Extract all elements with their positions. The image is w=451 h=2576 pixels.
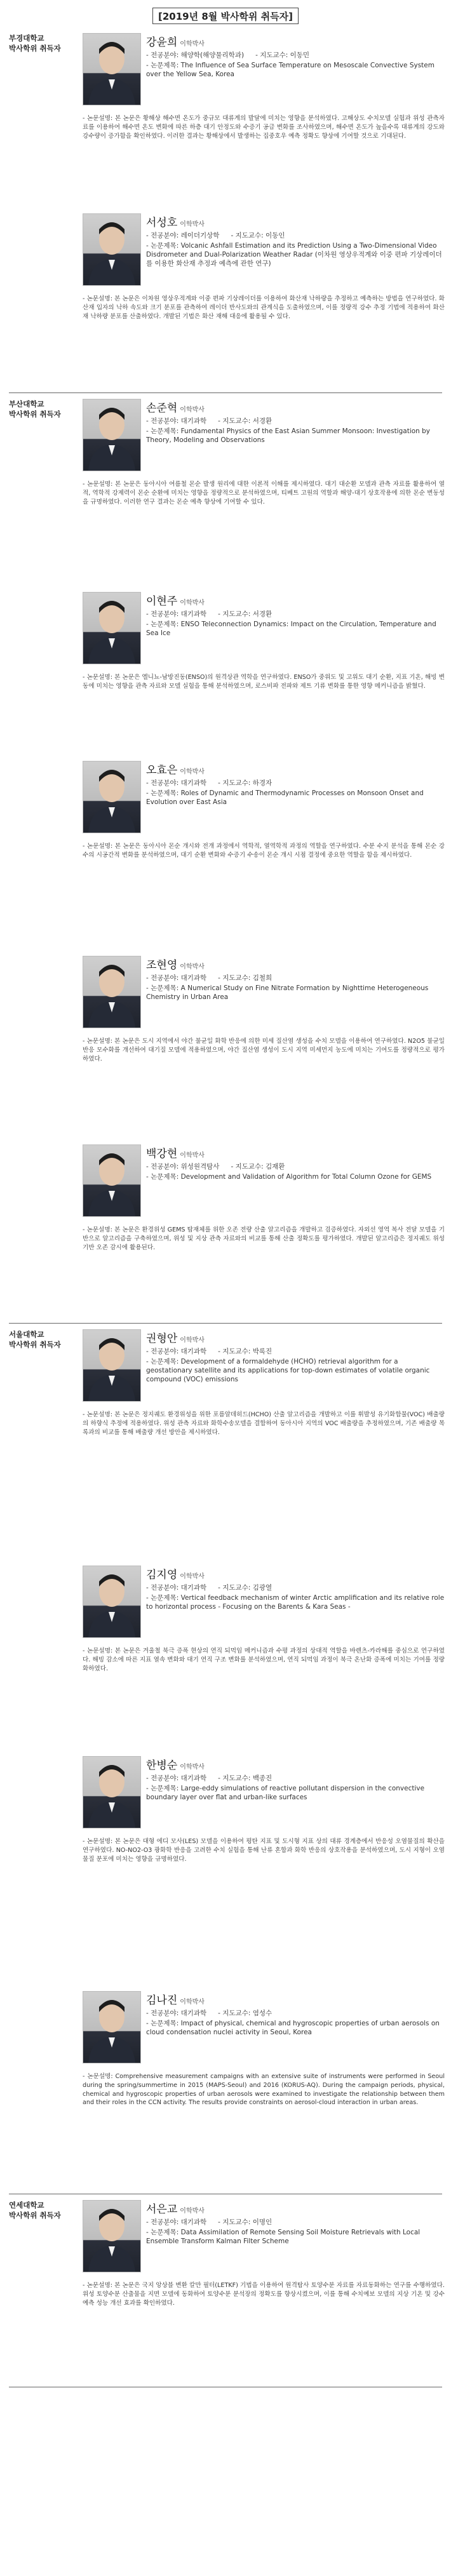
field-value: 레이더기상학 bbox=[180, 232, 220, 239]
advisor-value: 김철희 bbox=[252, 974, 273, 982]
graduate-info bbox=[146, 1162, 445, 1183]
graduate-info bbox=[146, 2009, 445, 2038]
person-silhouette-icon bbox=[83, 1330, 140, 1401]
thesis-abstract bbox=[83, 295, 445, 321]
abstract-label: - 논문설명: bbox=[83, 1038, 115, 1045]
thesis-abstract bbox=[83, 842, 445, 860]
thesis-row bbox=[146, 241, 445, 268]
abstract-text: 본 논문은 겨울철 북극 증폭 현상의 연직 되먹임 메커니즘과 수평 과정의 상대적 역할을 바렌츠-카라해를 중심으로 연구하였다. 해빙 감소에 따른 지표 열속 변화와 대기 연직 구조 변화를 분석하였으며, 연직 되먹임 과정이 북극 온난화 증폭에 미치는 기여를 정량화하였다. bbox=[83, 1647, 445, 1672]
graduate-name: 서은교 bbox=[146, 2203, 178, 2216]
person-silhouette-icon bbox=[83, 34, 140, 105]
person-silhouette-icon bbox=[83, 956, 140, 1028]
thesis-title: Impact of physical, chemical and hygroscopic properties of urban aerosols on cloud condensation nuclei activity in Seoul, Korea bbox=[146, 2020, 440, 2036]
abstract-label: - 논문설명: bbox=[83, 2282, 115, 2289]
abstract-label: - 논문설명: bbox=[83, 295, 115, 302]
advisor-label: - 지도교수: bbox=[218, 1584, 253, 1592]
thesis-row bbox=[146, 2228, 445, 2246]
thesis-title: Development and Validation of Algorithm for Total Column Ozone for GEMS bbox=[180, 1173, 432, 1181]
field-value: 대기과학 bbox=[180, 2218, 207, 2226]
field-value: 대기과학 bbox=[180, 1774, 207, 1782]
thesis-label: - 논문제목: bbox=[146, 789, 181, 797]
advisor-value: 염성수 bbox=[252, 2009, 273, 2017]
graduate-degree: 이학박사 bbox=[180, 406, 205, 413]
graduate-info bbox=[146, 417, 445, 446]
graduate-photo bbox=[83, 33, 141, 105]
person-silhouette-icon bbox=[83, 1145, 140, 1216]
advisor-value: 하경자 bbox=[252, 779, 273, 787]
field-label: - 전공분야: bbox=[146, 2218, 181, 2226]
abstract-text: 본 논문은 국지 앙상블 변환 칼만 필터(LETKF) 기법을 이용하여 원격탐사 토양수분 자료를 자료동화하는 연구를 수행하였다. 위성 토양수분 산출물을 지면 모델에 동화하여 토양수분 분석장의 정확도를 향상시켰으며, 이를 통해 수치예보 모델의 지상 기온 및 강수 예측 성능 개선 효과를 확인하였다. bbox=[83, 2282, 445, 2307]
graduate-photo bbox=[83, 399, 141, 471]
abstract-text: 본 논문은 환경위성 GEMS 탑재체를 위한 오존 전량 산출 알고리즘을 개발하고 검증하였다. 자외선 영역 복사 전달 모델을 기반으로 알고리즘을 구축하였으며, 위성 및 지상 관측 자료와의 비교를 통해 산출 정확도를 평가하였다. 개발된 알고리즘은 정지궤도 위성 기반 오존 감시에 활용된다. bbox=[83, 1226, 445, 1251]
thesis-label: - 논문제목: bbox=[146, 1594, 181, 1602]
thesis-row bbox=[146, 427, 445, 445]
graduate-name: 강윤희 bbox=[146, 36, 178, 49]
field-value: 대기과학 bbox=[180, 610, 207, 618]
graduate-name: 권형안 bbox=[146, 1332, 178, 1345]
graduate-name: 손준혁 bbox=[146, 402, 178, 415]
thesis-label: - 논문제목: bbox=[146, 1785, 181, 1792]
graduate-degree: 이학박사 bbox=[180, 768, 205, 775]
field-advisor-row bbox=[146, 231, 445, 240]
graduate-name: 백강현 bbox=[146, 1148, 178, 1160]
field-value: 대기과학 bbox=[180, 417, 207, 425]
field-value: 대기과학 bbox=[180, 974, 207, 982]
graduate-name-line bbox=[146, 1329, 205, 1345]
thesis-abstract bbox=[83, 1647, 445, 1673]
field-advisor-row bbox=[146, 417, 445, 426]
graduate-name: 김나진 bbox=[146, 1994, 178, 2007]
thesis-title: Data Assimilation of Remote Sensing Soil Moisture Retrievals with Local Ensemble Transform Kalman Filter Scheme bbox=[146, 2229, 421, 2245]
graduate-info bbox=[146, 2218, 445, 2247]
thesis-title: Volcanic Ashfall Estimation and its Prediction Using a Two-Dimensional Video Disdrometer and Dual-Polarization Weather Radar (이차원 영상우적계와 이중 편파 기상레이더를 이용한 화산재 추정과 예측에 관한 연구) bbox=[146, 242, 442, 267]
abstract-label: - 논문설명: bbox=[83, 2073, 116, 2080]
thesis-abstract bbox=[83, 114, 445, 140]
university-name: 부경대학교 박사학위 취득자 bbox=[9, 34, 61, 53]
thesis-title: The Influence of Sea Surface Temperature on Mesoscale Convective System over the Yellow Sea, Korea bbox=[146, 62, 434, 78]
graduate-degree: 이학박사 bbox=[180, 1152, 205, 1159]
university-label bbox=[9, 1329, 79, 1350]
graduate-photo bbox=[83, 1756, 141, 1828]
advisor-label: - 지도교수: bbox=[218, 2009, 253, 2017]
graduate-name: 오효은 bbox=[146, 764, 178, 777]
field-advisor-row bbox=[146, 1347, 445, 1356]
field-label: - 전공분야: bbox=[146, 974, 181, 982]
thesis-abstract bbox=[83, 673, 445, 691]
person-silhouette-icon bbox=[83, 1757, 140, 1828]
thesis-row bbox=[146, 61, 445, 79]
field-label: - 전공분야: bbox=[146, 1348, 181, 1355]
abstract-text: 본 논문은 동아시아 몬순 개시와 전개 과정에서 역학적, 열역학적 과정의 역할을 연구하였다. 수분 수지 분석을 통해 몬순 강수의 시공간적 변화를 분석하였으며, 대기 순환 변화와 수증기 수송이 몬순 개시 시점 결정에 중요한 역할을 함을 제시하였다. bbox=[83, 843, 445, 859]
section-divider bbox=[9, 1323, 442, 1324]
graduate-info bbox=[146, 779, 445, 808]
graduate-name-line bbox=[146, 1144, 205, 1160]
thesis-label: - 논문제목: bbox=[146, 2229, 181, 2236]
advisor-value: 이동인 bbox=[266, 232, 285, 239]
thesis-row bbox=[146, 984, 445, 1002]
abstract-text: 본 논문은 대형 에디 모사(LES) 모델을 이용하여 평탄 지표 및 도시형 지표 상의 대류 경계층에서 반응성 오염물질의 확산을 연구하였다. NO-NO2-O3 광화학 반응을 고려한 수치 실험을 통해 난류 혼합과 화학 반응의 상호작용을 분석하였으며, 도시 지형이 오염물질 분포에 미치는 영향을 규명하였다. bbox=[83, 1838, 445, 1863]
abstract-label: - 논문설명: bbox=[83, 674, 115, 681]
thesis-label: - 논문제목: bbox=[146, 62, 181, 69]
graduate-photo bbox=[83, 2200, 141, 2272]
graduate-info bbox=[146, 1583, 445, 1613]
advisor-label: - 지도교수: bbox=[218, 610, 253, 618]
graduate-photo bbox=[83, 1566, 141, 1638]
page-title: [2019년 8월 박사학위 취득자] bbox=[152, 8, 299, 24]
graduate-photo bbox=[83, 213, 141, 286]
graduate-photo bbox=[83, 761, 141, 833]
graduate-degree: 이학박사 bbox=[180, 221, 205, 228]
graduate-info bbox=[146, 51, 445, 80]
graduate-photo bbox=[83, 1991, 141, 2063]
thesis-row bbox=[146, 1784, 445, 1802]
person-silhouette-icon bbox=[83, 399, 140, 471]
thesis-abstract bbox=[83, 1837, 445, 1863]
thesis-row bbox=[146, 2019, 445, 2037]
field-value: 대기과학 bbox=[180, 779, 207, 787]
thesis-abstract bbox=[83, 480, 445, 506]
university-label bbox=[9, 33, 79, 53]
graduate-degree: 이학박사 bbox=[180, 1337, 205, 1344]
graduate-name-line bbox=[146, 213, 205, 229]
thesis-label: - 논문제목: bbox=[146, 242, 181, 250]
field-advisor-row bbox=[146, 1162, 445, 1171]
person-silhouette-icon bbox=[83, 2201, 140, 2272]
advisor-value: 서경환 bbox=[252, 417, 273, 425]
person-silhouette-icon bbox=[83, 761, 140, 833]
field-value: 대기과학 bbox=[180, 1348, 207, 1355]
advisor-value: 백종진 bbox=[252, 1774, 273, 1782]
graduate-name-line bbox=[146, 1991, 205, 2007]
advisor-value: 서경환 bbox=[252, 610, 273, 618]
graduate-name: 서성호 bbox=[146, 217, 178, 229]
thesis-abstract bbox=[83, 2281, 445, 2307]
person-silhouette-icon bbox=[83, 1566, 140, 1637]
advisor-label: - 지도교수: bbox=[231, 1163, 266, 1171]
thesis-row bbox=[146, 1172, 445, 1181]
field-value: 대기과학 bbox=[180, 1584, 207, 1592]
field-advisor-row bbox=[146, 2218, 445, 2227]
abstract-text: 본 논문은 이차원 영상우적계와 이중 편파 기상레이더를 이용하여 화산재 낙하량을 추정하고 예측하는 방법을 연구하였다. 화산재 입자의 낙하 속도와 크기 분포를 관측하여 레이더 반사도와의 관계식을 도출하였으며, 이를 정량적 강수 추정 기법에 적용하여 화산재 낙하량 분포를 산출하였다. 개발된 기법은 화산 재해 대응에 활용될 수 있다. bbox=[83, 295, 445, 320]
graduate-name-line bbox=[146, 1756, 205, 1772]
advisor-label: - 지도교수: bbox=[218, 417, 253, 425]
graduate-name-line bbox=[146, 956, 205, 972]
abstract-text: 본 논문은 황해상 해수면 온도가 중규모 대류계의 발달에 미치는 영향을 분석하였다. 고해상도 수치모델 실험과 위성 관측자료를 이용하여 해수면 온도 변화에 따른 하층 대기 안정도와 수증기 공급 변화를 조사하였으며, 해수면 온도가 높을수록 대류계의 강도와 강수량이 증가함을 확인하였다. 이러한 결과는 황해상에서 발생하는 집중호우 예측 정확도 향상에 기여할 것으로 기대된다. bbox=[83, 115, 445, 140]
thesis-title: ENSO Teleconnection Dynamics: Impact on the Circulation, Temperature and Sea Ice bbox=[146, 621, 436, 637]
graduate-name-line bbox=[146, 1566, 205, 1581]
abstract-text: 본 논문은 도시 지역에서 야간 불균일 화학 반응에 의한 미세 질산염 생성을 수치 모델을 이용하여 연구하였다. N2O5 불균일 반응 모수화를 개선하여 대기질 모델에 적용하였으며, 야간 질산염 생성이 도시 지역 미세먼지 농도에 미치는 기여도를 정량적으로 평가하였다. bbox=[83, 1038, 445, 1063]
section-divider bbox=[9, 392, 442, 393]
thesis-abstract bbox=[83, 1037, 445, 1063]
field-advisor-row bbox=[146, 974, 445, 983]
advisor-value: 박록진 bbox=[252, 1348, 273, 1355]
graduate-name: 한병순 bbox=[146, 1759, 178, 1772]
abstract-text: 본 논문은 동아시아 여름철 몬순 발생 원리에 대한 이론적 이해를 제시하였다. 대기 대순환 모델과 관측 자료를 활용하여 열적, 역학적 강제력이 몬순 순환에 미치는 영향을 정량적으로 분석하였으며, 티베트 고원의 역할과 해양-대기 상호작용에 의한 몬순 변동성을 규명하였다. 이러한 연구 결과는 몬순 예측 향상에 기여할 수 있다. bbox=[83, 481, 445, 506]
thesis-label: - 논문제목: bbox=[146, 984, 181, 992]
graduate-name-line bbox=[146, 33, 205, 49]
thesis-row bbox=[146, 789, 445, 807]
thesis-row bbox=[146, 620, 445, 638]
graduate-name: 김지영 bbox=[146, 1569, 178, 1581]
field-advisor-row bbox=[146, 2009, 445, 2018]
abstract-label: - 논문설명: bbox=[83, 1647, 115, 1654]
field-label: - 전공분야: bbox=[146, 779, 181, 787]
field-value: 위성원격탐사 bbox=[180, 1163, 220, 1171]
person-silhouette-icon bbox=[83, 1992, 140, 2063]
advisor-label: - 지도교수: bbox=[218, 1348, 253, 1355]
person-silhouette-icon bbox=[83, 593, 140, 664]
thesis-title: Development of a formaldehyde (HCHO) retrieval algorithm for a geostationary satellite and its applications for top-down estimates of volatile organic compound (VOC) emissions bbox=[146, 1358, 430, 1383]
thesis-row bbox=[146, 1357, 445, 1384]
field-advisor-row bbox=[146, 1583, 445, 1592]
advisor-value: 김광열 bbox=[252, 1584, 273, 1592]
advisor-value: 이명인 bbox=[252, 2218, 273, 2226]
graduate-name-line bbox=[146, 2200, 205, 2216]
thesis-title: Large-eddy simulations of reactive pollutant dispersion in the convective boundary layer over flat and urban-like surfaces bbox=[146, 1785, 425, 1801]
graduate-degree: 이학박사 bbox=[180, 963, 205, 970]
graduate-degree: 이학박사 bbox=[180, 2208, 205, 2215]
advisor-value: 이동민 bbox=[290, 51, 310, 59]
graduate-degree: 이학박사 bbox=[180, 41, 205, 48]
graduate-name: 이현주 bbox=[146, 595, 178, 608]
thesis-title: Fundamental Physics of the East Asian Summer Monsoon: Investigation by Theory, Modeling and Observations bbox=[146, 427, 431, 444]
advisor-label: - 지도교수: bbox=[218, 1774, 253, 1782]
field-label: - 전공분야: bbox=[146, 1774, 181, 1782]
abstract-label: - 논문설명: bbox=[83, 1838, 115, 1845]
thesis-label: - 논문제목: bbox=[146, 1358, 181, 1365]
advisor-label: - 지도교수: bbox=[218, 974, 253, 982]
field-label: - 전공분야: bbox=[146, 2009, 181, 2017]
thesis-title: Vertical feedback mechanism of winter Arctic amplification and its relative role to horizontal process - Focusing on the Barents & Kara Seas - bbox=[146, 1594, 445, 1611]
advisor-value: 김재환 bbox=[266, 1163, 285, 1171]
field-advisor-row bbox=[146, 1774, 445, 1783]
thesis-label: - 논문제목: bbox=[146, 427, 181, 435]
university-label bbox=[9, 399, 79, 419]
field-value: 해양학(해양물리학과) bbox=[180, 51, 245, 59]
university-name: 부산대학교 박사학위 취득자 bbox=[9, 399, 61, 419]
graduate-photo bbox=[83, 956, 141, 1028]
field-label: - 전공분야: bbox=[146, 1584, 181, 1592]
field-advisor-row bbox=[146, 610, 445, 619]
graduate-degree: 이학박사 bbox=[180, 1764, 205, 1771]
graduate-info bbox=[146, 610, 445, 639]
graduate-info bbox=[146, 1774, 445, 1803]
graduate-photo bbox=[83, 592, 141, 664]
graduate-info bbox=[146, 974, 445, 1003]
graduate-degree: 이학박사 bbox=[180, 1999, 205, 2006]
thesis-title: Roles of Dynamic and Thermodynamic Processes on Monsoon Onset and Evolution over East Asia bbox=[146, 789, 424, 806]
field-value: 대기과학 bbox=[180, 2009, 207, 2017]
field-label: - 전공분야: bbox=[146, 417, 181, 425]
thesis-abstract bbox=[83, 1226, 445, 1252]
graduate-info bbox=[146, 231, 445, 269]
graduate-degree: 이학박사 bbox=[180, 600, 205, 607]
field-label: - 전공분야: bbox=[146, 610, 181, 618]
abstract-label: - 논문설명: bbox=[83, 115, 115, 122]
field-label: - 전공분야: bbox=[146, 232, 181, 239]
field-label: - 전공분야: bbox=[146, 51, 181, 59]
person-silhouette-icon bbox=[83, 214, 140, 285]
abstract-text: 본 논문은 정지궤도 환경위성을 위한 포름알데히드(HCHO) 산출 알고리즘을 개발하고 이를 휘발성 유기화합물(VOC) 배출량의 하향식 추정에 적용하였다. 위성 관측 자료와 화학수송모델을 결합하여 동아시아 지역의 VOC 배출량을 추정하였으며, 기존 배출량 목록과의 비교를 통해 배출량 개선 방안을 제시하였다. bbox=[83, 1411, 445, 1436]
advisor-label: - 지도교수: bbox=[218, 779, 253, 787]
graduate-degree: 이학박사 bbox=[180, 1573, 205, 1580]
thesis-abstract bbox=[83, 2072, 445, 2107]
thesis-row bbox=[146, 1593, 445, 1611]
abstract-label: - 논문설명: bbox=[83, 843, 115, 850]
graduate-photo bbox=[83, 1144, 141, 1217]
abstract-text: 본 논문은 엘니뇨-남방진동(ENSO)의 원격상관 역학을 연구하였다. ENSO가 중위도 및 고위도 대기 순환, 지표 기온, 해빙 변동에 미치는 영향을 관측 자료와 모델 실험을 통해 분석하였으며, 로스비파 전파와 제트 기류 변화를 통한 영향 메커니즘을 밝혔다. bbox=[83, 674, 445, 690]
university-label bbox=[9, 2200, 79, 2220]
graduate-name-line bbox=[146, 592, 205, 608]
field-label: - 전공분야: bbox=[146, 1163, 181, 1171]
thesis-abstract bbox=[83, 1411, 445, 1437]
thesis-title: A Numerical Study on Fine Nitrate Formation by Nighttime Heterogeneous Chemistry in Urban Area bbox=[146, 984, 429, 1001]
advisor-label: - 지도교수: bbox=[218, 2218, 253, 2226]
abstract-label: - 논문설명: bbox=[83, 1411, 115, 1418]
field-advisor-row bbox=[146, 51, 445, 60]
advisor-label: - 지도교수: bbox=[255, 51, 290, 59]
thesis-label: - 논문제목: bbox=[146, 2020, 181, 2027]
university-name: 연세대학교 박사학위 취득자 bbox=[9, 2201, 61, 2220]
graduate-info bbox=[146, 1347, 445, 1385]
graduate-photo bbox=[83, 1329, 141, 1402]
university-name: 서울대학교 박사학위 취득자 bbox=[9, 1330, 61, 1349]
abstract-label: - 논문설명: bbox=[83, 1226, 115, 1233]
abstract-label: - 논문설명: bbox=[83, 481, 116, 488]
abstract-text: Comprehensive measurement campaigns with an extensive suite of instruments were performed in Seoul during the spring/summertime in 2015 (MAPS-Seoul) and 2016 (KORUS-AQ). During the campaign periods, physical, chemical and hygroscopic properties of urban aerosols were examined to investigate the relationship between them and their roles in the CCN activity. The results provide constraints on aerosol-cloud interaction in urban areas. bbox=[83, 2073, 445, 2107]
graduate-name-line bbox=[146, 399, 205, 415]
thesis-label: - 논문제목: bbox=[146, 1173, 181, 1181]
graduate-name: 조현영 bbox=[146, 959, 178, 972]
thesis-label: - 논문제목: bbox=[146, 621, 181, 628]
advisor-label: - 지도교수: bbox=[231, 232, 266, 239]
graduate-name-line bbox=[146, 761, 205, 777]
field-advisor-row bbox=[146, 779, 445, 788]
